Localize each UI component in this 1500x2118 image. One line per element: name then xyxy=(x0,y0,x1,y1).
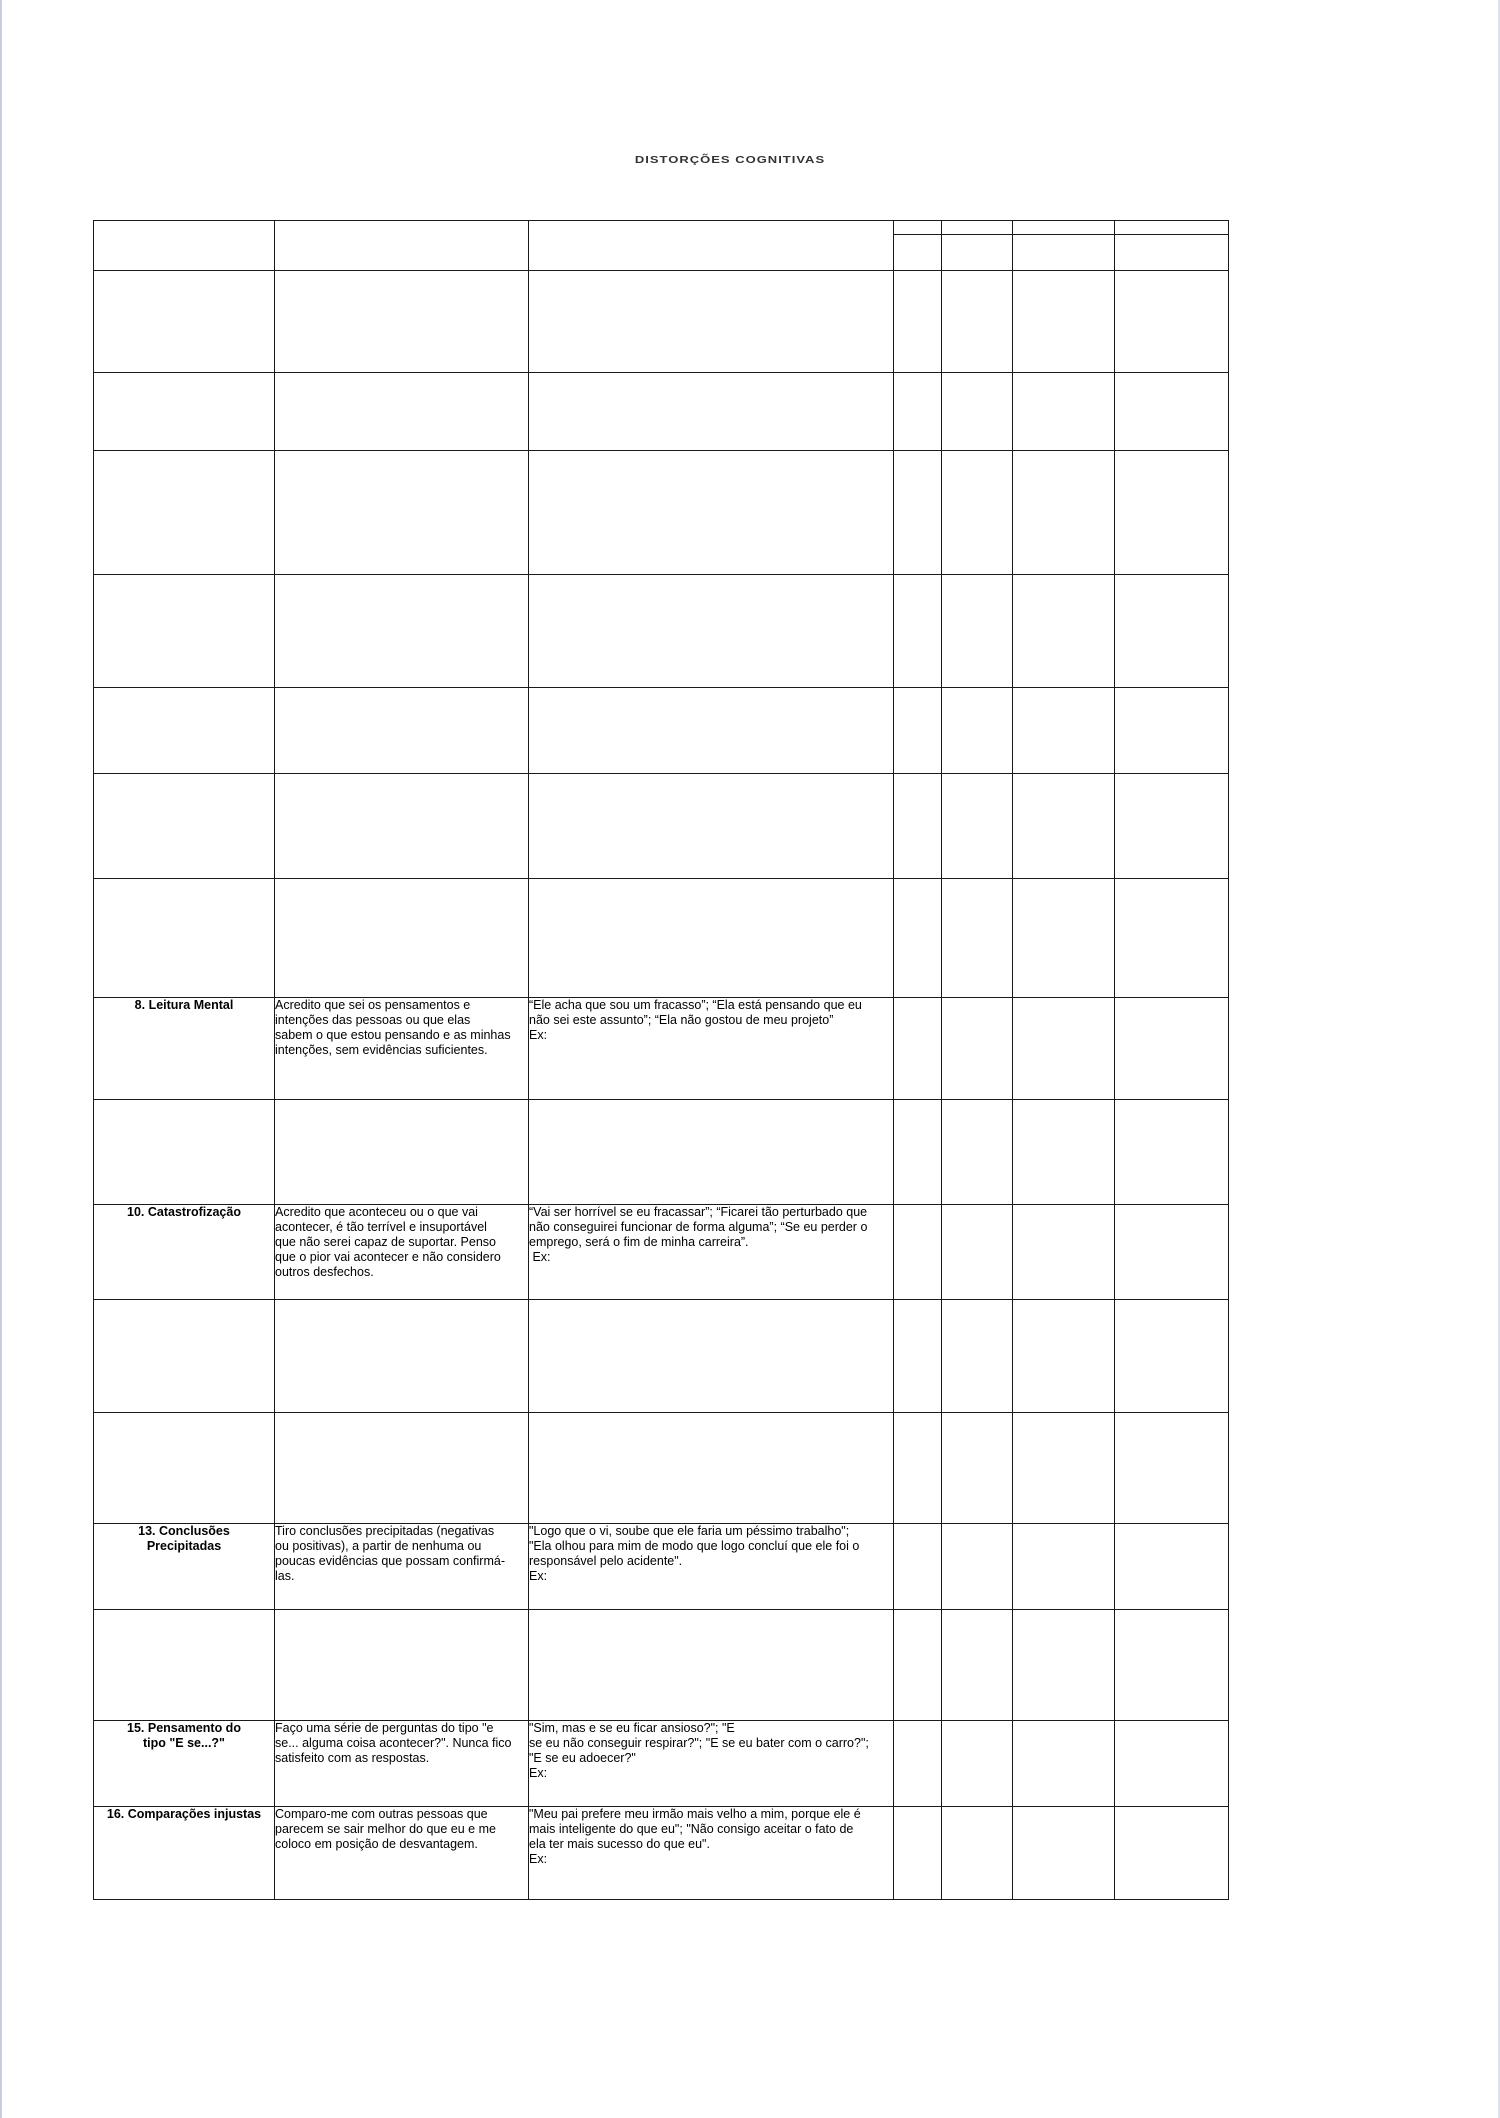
description-cell xyxy=(275,373,529,451)
answer-cell[interactable] xyxy=(942,271,1013,373)
category-label: 16. Comparações injustas xyxy=(106,1807,262,1821)
description-cell xyxy=(275,575,529,688)
description-line: sabem o que estou pensando e as minhas xyxy=(275,1028,511,1042)
example-line: ela ter mais sucesso do que eu". xyxy=(529,1837,710,1851)
answer-cell[interactable] xyxy=(942,1524,1013,1610)
answer-cell[interactable] xyxy=(1115,1524,1229,1610)
category-label: 13. Conclusões xyxy=(138,1524,230,1538)
example-cell xyxy=(529,1413,894,1524)
answer-cell[interactable] xyxy=(1013,1721,1115,1807)
example-cell xyxy=(529,1205,894,1300)
category-label: Precipitadas xyxy=(146,1539,222,1553)
description-line: coloco em posição de desvantagem. xyxy=(275,1837,478,1851)
category-cell xyxy=(94,688,275,774)
answer-cell[interactable] xyxy=(894,1807,942,1900)
answer-cell[interactable] xyxy=(894,1205,942,1300)
answer-cell[interactable] xyxy=(1013,271,1115,373)
example-line: emprego, será o fim de minha carreira”. xyxy=(529,1235,749,1249)
header-cell xyxy=(1115,221,1229,235)
header-cell xyxy=(1013,221,1115,235)
header-cell xyxy=(942,221,1013,235)
example-cell xyxy=(529,1610,894,1721)
description-line: intenções das pessoas ou que elas xyxy=(275,1013,471,1027)
category-cell xyxy=(94,1300,275,1413)
example-line: "E se eu adoecer?" xyxy=(529,1751,636,1765)
answer-cell[interactable] xyxy=(894,774,942,879)
answer-cell[interactable] xyxy=(1013,879,1115,998)
answer-cell[interactable] xyxy=(1013,1205,1115,1300)
category-cell xyxy=(94,1524,275,1610)
document-title: DISTORÇÕES COGNITIVAS xyxy=(634,153,826,166)
table-row-pensamento-e-se xyxy=(94,1721,1229,1807)
description-cell xyxy=(275,1205,529,1300)
answer-cell[interactable] xyxy=(894,1300,942,1413)
example-cell xyxy=(529,1721,894,1807)
answer-cell[interactable] xyxy=(1115,1100,1229,1205)
answer-cell[interactable] xyxy=(894,1610,942,1721)
answer-cell[interactable] xyxy=(1115,1300,1229,1413)
description-line: que o pior vai acontecer e não considero xyxy=(275,1250,501,1264)
example-line: se eu não conseguir respirar?"; "E se eu bater com o carro?"; xyxy=(529,1736,869,1750)
answer-cell[interactable] xyxy=(942,1205,1013,1300)
description-line: parecem se sair melhor do que eu e me xyxy=(275,1822,496,1836)
example-line: Ex: xyxy=(529,1028,548,1042)
answer-cell[interactable] xyxy=(1013,373,1115,451)
table-row-leitura-mental xyxy=(94,998,1229,1100)
answer-cell[interactable] xyxy=(1115,879,1229,998)
example-line: Ex: xyxy=(529,1766,548,1780)
answer-cell[interactable] xyxy=(942,1610,1013,1721)
example-line: "Logo que o vi, soube que ele faria um péssimo trabalho"; xyxy=(529,1524,850,1538)
answer-cell[interactable] xyxy=(1013,774,1115,879)
answer-cell[interactable] xyxy=(1115,451,1229,575)
category-cell xyxy=(94,575,275,688)
description-cell xyxy=(275,1413,529,1524)
description-cell xyxy=(275,774,529,879)
answer-cell[interactable] xyxy=(894,879,942,998)
answer-cell[interactable] xyxy=(942,1807,1013,1900)
description-cell xyxy=(275,451,529,575)
example-cell xyxy=(529,774,894,879)
description-cell xyxy=(275,1610,529,1721)
answer-cell[interactable] xyxy=(894,1413,942,1524)
category-label: 15. Pensamento do xyxy=(127,1721,241,1735)
table-row xyxy=(94,451,1229,575)
table-row xyxy=(94,1413,1229,1524)
description-cell xyxy=(275,688,529,774)
table-row xyxy=(94,1300,1229,1413)
answer-cell[interactable] xyxy=(1115,1205,1229,1300)
table-row xyxy=(94,1100,1229,1205)
example-line: “Vai ser horrível se eu fracassar”; “Ficarei tão perturbado que xyxy=(529,1205,868,1219)
example-line: não conseguirei funcionar de forma alguma”; “Se eu perder o xyxy=(529,1220,868,1234)
table-row-conclusoes-precipitadas xyxy=(94,1524,1229,1610)
answer-cell[interactable] xyxy=(894,1100,942,1205)
answer-cell[interactable] xyxy=(942,1300,1013,1413)
category-cell xyxy=(94,1413,275,1524)
category-cell xyxy=(94,998,275,1100)
answer-cell[interactable] xyxy=(942,373,1013,451)
description-line: satisfeito com as respostas. xyxy=(275,1751,430,1765)
answer-cell[interactable] xyxy=(942,1413,1013,1524)
answer-cell[interactable] xyxy=(1013,1610,1115,1721)
description-cell xyxy=(275,1721,529,1807)
answer-cell[interactable] xyxy=(1115,373,1229,451)
answer-cell[interactable] xyxy=(894,271,942,373)
example-line: “Ele acha que sou um fracasso”; “Ela está pensando que eu xyxy=(529,998,862,1012)
header-cell xyxy=(894,221,942,235)
table-row-catastrofizacao xyxy=(94,1205,1229,1300)
category-label: 10. Catastrofização xyxy=(127,1205,241,1219)
example-cell xyxy=(529,1807,894,1900)
answer-cell[interactable] xyxy=(1115,688,1229,774)
example-line: não sei este assunto”; “Ela não gostou de meu projeto” xyxy=(529,1013,834,1027)
answer-cell[interactable] xyxy=(1115,998,1229,1100)
answer-cell[interactable] xyxy=(1115,1807,1229,1900)
answer-cell[interactable] xyxy=(1115,774,1229,879)
answer-cell[interactable] xyxy=(942,998,1013,1100)
answer-cell[interactable] xyxy=(894,688,942,774)
description-line: Acredito que sei os pensamentos e xyxy=(275,998,471,1012)
description-cell xyxy=(275,998,529,1100)
example-cell xyxy=(529,1524,894,1610)
answer-cell[interactable] xyxy=(942,1100,1013,1205)
header-cell xyxy=(894,235,942,271)
answer-cell[interactable] xyxy=(894,1524,942,1610)
example-cell xyxy=(529,879,894,998)
answer-cell[interactable] xyxy=(1013,998,1115,1100)
answer-cell[interactable] xyxy=(894,373,942,451)
table-row-comparacoes-injustas xyxy=(94,1807,1229,1900)
answer-cell[interactable] xyxy=(1013,1413,1115,1524)
category-cell xyxy=(94,1807,275,1900)
header-cell-category xyxy=(94,221,275,271)
category-cell xyxy=(94,879,275,998)
answer-cell[interactable] xyxy=(942,575,1013,688)
table-row xyxy=(94,1610,1229,1721)
table-row xyxy=(94,774,1229,879)
description-line: poucas evidências que possam confirmá- xyxy=(275,1554,505,1568)
table-row xyxy=(94,373,1229,451)
answer-cell[interactable] xyxy=(942,688,1013,774)
description-line: Tiro conclusões precipitadas (negativas xyxy=(275,1524,495,1538)
description-cell xyxy=(275,1300,529,1413)
example-line: responsável pelo acidente". xyxy=(529,1554,683,1568)
answer-cell[interactable] xyxy=(894,998,942,1100)
example-line: mais inteligente do que eu"; "Não consigo aceitar o fato de xyxy=(529,1822,854,1836)
answer-cell[interactable] xyxy=(894,1721,942,1807)
header-cell-example xyxy=(529,221,894,271)
answer-cell[interactable] xyxy=(1115,271,1229,373)
example-cell xyxy=(529,1100,894,1205)
page-edge-left xyxy=(0,0,2,2118)
answer-cell[interactable] xyxy=(1013,688,1115,774)
example-line: Ex: xyxy=(529,1852,548,1866)
header-cell xyxy=(1013,235,1115,271)
answer-cell[interactable] xyxy=(1013,1807,1115,1900)
header-cell xyxy=(1115,235,1229,271)
category-cell xyxy=(94,1610,275,1721)
header-cell xyxy=(942,235,1013,271)
category-cell xyxy=(94,271,275,373)
description-line: intenções, sem evidências suficientes. xyxy=(275,1043,488,1057)
answer-cell[interactable] xyxy=(1115,575,1229,688)
answer-cell[interactable] xyxy=(894,451,942,575)
description-line: Comparo-me com outras pessoas que xyxy=(275,1807,488,1821)
description-line: se... alguma coisa acontecer?". Nunca fico xyxy=(275,1736,512,1750)
table-row xyxy=(94,575,1229,688)
example-cell xyxy=(529,998,894,1100)
category-cell xyxy=(94,1100,275,1205)
example-line: "Sim, mas e se eu ficar ansioso?"; "E xyxy=(529,1721,735,1735)
example-line: "Ela olhou para mim de modo que logo concluí que ele foi o xyxy=(529,1539,860,1553)
answer-cell[interactable] xyxy=(894,575,942,688)
category-cell xyxy=(94,774,275,879)
answer-cell[interactable] xyxy=(942,879,1013,998)
answer-cell[interactable] xyxy=(942,774,1013,879)
category-label: 8. Leitura Mental xyxy=(134,998,234,1012)
example-cell xyxy=(529,373,894,451)
category-cell xyxy=(94,451,275,575)
answer-cell[interactable] xyxy=(1013,1300,1115,1413)
example-cell xyxy=(529,271,894,373)
description-line: que não serei capaz de suportar. Penso xyxy=(275,1235,496,1249)
description-line: acontecer, é tão terrível e insuportável xyxy=(275,1220,487,1234)
description-line: las. xyxy=(275,1569,295,1583)
example-cell xyxy=(529,688,894,774)
header-row-top xyxy=(94,221,1229,235)
table-row xyxy=(94,688,1229,774)
example-cell xyxy=(529,1300,894,1413)
answer-cell[interactable] xyxy=(942,451,1013,575)
description-line: Faço uma série de perguntas do tipo "e xyxy=(275,1721,494,1735)
description-cell xyxy=(275,879,529,998)
category-cell xyxy=(94,1721,275,1807)
description-cell xyxy=(275,1100,529,1205)
description-cell xyxy=(275,1524,529,1610)
answer-cell[interactable] xyxy=(1013,1100,1115,1205)
category-cell xyxy=(94,373,275,451)
category-label: tipo "E se...?" xyxy=(142,1736,225,1750)
cognitive-distortions-table xyxy=(93,220,1229,1900)
answer-cell[interactable] xyxy=(1013,575,1115,688)
description-line: Acredito que aconteceu ou o que vai xyxy=(275,1205,478,1219)
header-cell-description xyxy=(275,221,529,271)
example-line: "Meu pai prefere meu irmão mais velho a mim, porque ele é xyxy=(529,1807,861,1821)
description-line: outros desfechos. xyxy=(275,1265,374,1279)
example-cell xyxy=(529,575,894,688)
example-line: Ex: xyxy=(529,1250,551,1264)
answer-cell[interactable] xyxy=(942,1721,1013,1807)
answer-cell[interactable] xyxy=(1115,1721,1229,1807)
answer-cell[interactable] xyxy=(1013,1524,1115,1610)
example-line: Ex: xyxy=(529,1569,548,1583)
description-cell xyxy=(275,271,529,373)
category-cell xyxy=(94,1205,275,1300)
table-row xyxy=(94,879,1229,998)
example-cell xyxy=(529,451,894,575)
answer-cell[interactable] xyxy=(1115,1610,1229,1721)
answer-cell[interactable] xyxy=(1115,1413,1229,1524)
description-line: ou positivas), a partir de nenhuma ou xyxy=(275,1539,482,1553)
answer-cell[interactable] xyxy=(1013,451,1115,575)
description-cell xyxy=(275,1807,529,1900)
table-row xyxy=(94,271,1229,373)
